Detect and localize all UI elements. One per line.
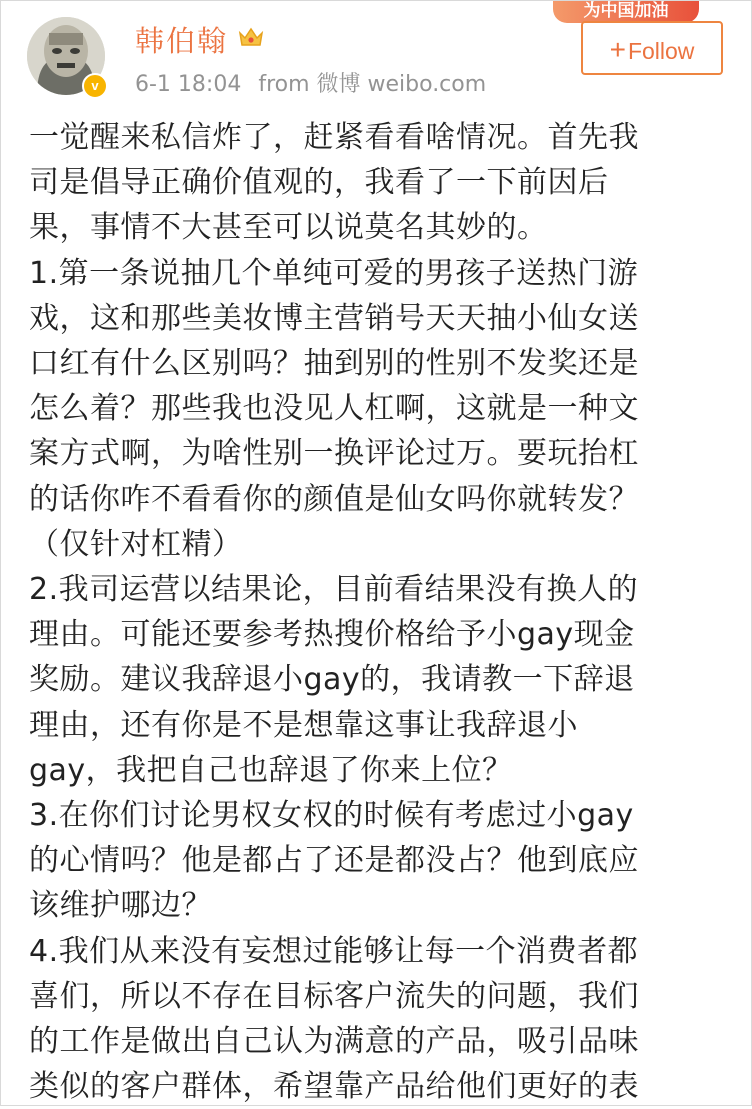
post-line: 戏，这和那些美妆博主营销号天天抽小仙女送 — [29, 300, 639, 336]
post-line: 1.第一条说抽几个单纯可爱的男孩子送热门游 — [29, 255, 639, 291]
post-line: 口红有什么区别吗？抽到别的性别不发奖还是 — [29, 346, 639, 382]
post-line: 类似的客户群体，希望靠产品给他们更好的表 — [29, 1069, 639, 1105]
verified-badge-icon: v — [82, 73, 108, 99]
post-line: 果，事情不大甚至可以说莫名其妙的。 — [29, 210, 548, 246]
post-time[interactable]: 6-1 18:04 — [135, 72, 242, 97]
post-line: 的心情吗？他是都占了还是都没占？他到底应 — [29, 843, 639, 879]
post-source: from 微博 weibo.com — [258, 72, 487, 97]
post-line: 2.我司运营以结果论，目前看结果没有换人的 — [29, 572, 639, 608]
post-body — [29, 115, 729, 1109]
post-line: 的工作是做出自己认为满意的产品，吸引品味 — [29, 1024, 639, 1060]
post-line: 理由，还有你是不是想靠这事让我辞退小 — [29, 707, 578, 743]
promo-badge[interactable]: 为中国加油 — [553, 1, 699, 23]
post-line: 喜们，所以不存在目标客户流失的问题，我们 — [29, 978, 639, 1014]
post-line: 司是倡导正确价值观的，我看了一下前因后 — [29, 165, 609, 201]
post-line: 怎么着？那些我也没见人杠啊，这就是一种文 — [29, 391, 639, 427]
post-line: gay，我把自己也辞退了你来上位？ — [29, 752, 513, 788]
follow-button[interactable] — [581, 21, 723, 75]
post-line: （仅针对杠精） — [29, 526, 243, 562]
post-line: 4.我们从来没有妄想过能够让每一个消费者都 — [29, 933, 639, 969]
post-line: 奖励。建议我辞退小gay的，我请教一下辞退 — [29, 662, 635, 698]
post-line: 该维护哪边？ — [29, 888, 212, 924]
post-line: 理由。可能还要参考热搜价格给予小gay现金 — [29, 617, 635, 653]
post-meta — [135, 67, 496, 98]
plus-icon: + — [609, 34, 626, 65]
post-line: 3.在你们讨论男权女权的时候有考虑过小gay — [29, 798, 634, 834]
post-line: 的话你咋不看看你的颜值是仙女吗你就转发？ — [29, 481, 639, 517]
post-line: 一觉醒来私信炸了，赶紧看看啥情况。首先我 — [29, 120, 639, 155]
author-name[interactable]: 韩伯翰 — [135, 24, 229, 58]
post-line: 案方式啊，为啥性别一换评论过万。要玩抬杠 — [29, 436, 639, 472]
follow-label: Follow — [627, 38, 695, 64]
crown-icon — [237, 25, 265, 49]
